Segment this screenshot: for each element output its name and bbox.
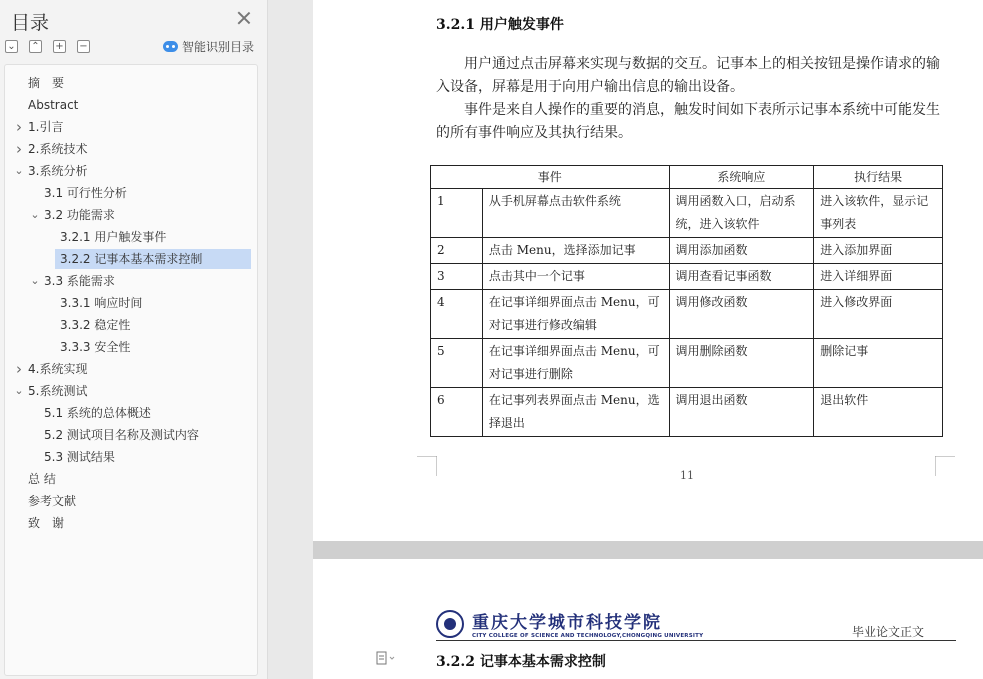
toc-item[interactable]: 3.1 可行性分析 [44, 186, 127, 200]
toc-item[interactable]: 3.3.3 安全性 [60, 340, 131, 354]
cell-response: 调用修改函数 [669, 290, 814, 339]
cell-response: 调用函数入口，启动系统，进入该软件 [669, 189, 814, 238]
page-gap [313, 541, 983, 559]
toc-item[interactable]: 总 结 [28, 472, 56, 486]
school-logo [436, 608, 703, 639]
toc-item[interactable]: 3.3.1 响应时间 [60, 296, 143, 310]
chevron-down-icon[interactable]: ⌄ [30, 274, 40, 287]
toc-item[interactable]: 3.系统分析 [28, 164, 88, 178]
toc-item[interactable]: 3.2.2 记事本基本需求控制 [55, 249, 251, 269]
smart-toc-button[interactable] [163, 38, 254, 55]
toc-item[interactable]: 3.2 功能需求 [44, 208, 115, 222]
remove-heading-icon[interactable]: − [77, 40, 90, 53]
toc-item[interactable]: 3.3 系能需求 [44, 274, 115, 288]
cell-result: 退出软件 [814, 388, 943, 437]
close-icon[interactable] [237, 11, 251, 25]
cell-number: 5 [431, 339, 483, 388]
cell-response: 调用查看记事函数 [669, 264, 814, 290]
toc-item[interactable]: 3.2.1 用户触发事件 [60, 230, 167, 244]
header-event: 事件 [431, 166, 670, 189]
toc-item[interactable]: 5.3 测试结果 [44, 450, 115, 464]
toc-item[interactable]: 4.系统实现 [28, 362, 88, 376]
table-row [431, 339, 943, 388]
chevron-right-icon[interactable]: › [16, 360, 22, 378]
page-corner-mark [417, 456, 437, 476]
header-result: 执行结果 [814, 166, 943, 189]
expand-up-icon[interactable]: ⌃ [29, 40, 42, 53]
cell-result: 进入该软件，显示记事列表 [814, 189, 943, 238]
toc-item[interactable]: 5.系统测试 [28, 384, 88, 398]
cell-response: 调用添加函数 [669, 238, 814, 264]
toc-item[interactable]: 致 谢 [28, 516, 65, 530]
cell-event: 点击 Menu，选择添加记事 [482, 238, 669, 264]
chevron-right-icon[interactable]: › [16, 140, 22, 158]
header-divider [436, 640, 956, 641]
page-header-text: 毕业论文正文 [852, 625, 925, 639]
cell-number: 6 [431, 388, 483, 437]
school-name-en: CITY COLLEGE OF SCIENCE AND TECHNOLOGY,CHONGQING UNIVERSITY [472, 633, 704, 639]
toc-item[interactable]: 参考文献 [28, 494, 77, 508]
toc-item[interactable]: 1.引言 [28, 120, 64, 134]
table-row [431, 388, 943, 437]
table-row [431, 189, 943, 238]
chevron-down-icon[interactable]: ⌄ [30, 208, 40, 221]
cell-number: 4 [431, 290, 483, 339]
cell-event: 在记事详细界面点击 Menu，可对记事进行删除 [482, 339, 669, 388]
table-row [431, 264, 943, 290]
header-response: 系统响应 [669, 166, 814, 189]
chevron-down-icon[interactable]: ⌄ [14, 164, 24, 177]
toc-navigation-pane [0, 0, 268, 679]
event-table [430, 165, 943, 437]
smart-toc-label: 智能识别目录 [182, 40, 255, 54]
table-header-row [431, 166, 943, 189]
cell-number: 2 [431, 238, 483, 264]
collapse-all-icon[interactable]: ⌄ [5, 40, 18, 53]
table-row [431, 238, 943, 264]
cell-event: 点击其中一个记事 [482, 264, 669, 290]
page-number: 11 [680, 469, 694, 482]
cell-number: 1 [431, 189, 483, 238]
chevron-down-icon[interactable]: ⌄ [14, 384, 24, 397]
cell-event: 在记事详细界面点击 Menu，可对记事进行修改编辑 [482, 290, 669, 339]
cell-result: 进入修改界面 [814, 290, 943, 339]
paragraph-1: 用户通过点击屏幕来实现与数据的交互。记事本上的相关按钮是操作请求的输入设备，屏幕是用于向用户输出信息的输出设备。 [436, 56, 940, 95]
document-menu-icon[interactable] [376, 651, 396, 665]
school-name-cn: 重庆大学城市科技学院 [472, 613, 662, 633]
cell-result: 进入详细界面 [814, 264, 943, 290]
toc-pane-title: 目录 [11, 12, 50, 34]
cell-event: 从手机屏幕点击软件系统 [482, 189, 669, 238]
cell-number: 3 [431, 264, 483, 290]
toc-list [4, 64, 258, 676]
toc-item[interactable]: 5.2 测试项目名称及测试内容 [44, 428, 199, 442]
toc-item[interactable]: 摘 要 [28, 76, 65, 90]
toc-item[interactable]: 3.3.2 稳定性 [60, 318, 131, 332]
next-section-heading: 3.2.2 记事本基本需求控制 [436, 654, 606, 670]
add-heading-icon[interactable]: + [53, 40, 66, 53]
cell-result: 进入添加界面 [814, 238, 943, 264]
smart-robot-icon [163, 41, 178, 52]
cell-event: 在记事列表界面点击 Menu，选择退出 [482, 388, 669, 437]
chevron-right-icon[interactable]: › [16, 118, 22, 136]
cell-result: 删除记事 [814, 339, 943, 388]
toc-item[interactable]: 2.系统技术 [28, 142, 88, 156]
page-corner-mark [935, 456, 955, 476]
toc-item[interactable]: Abstract [28, 98, 79, 112]
school-seal-icon [436, 610, 464, 638]
section-heading: 3.2.1 用户触发事件 [436, 17, 564, 33]
toc-item[interactable]: 5.1 系统的总体概述 [44, 406, 151, 420]
cell-response: 调用删除函数 [669, 339, 814, 388]
cell-response: 调用退出函数 [669, 388, 814, 437]
paragraph-2: 事件是来自人操作的重要的消息，触发时间如下表所示记事本系统中可能发生的所有事件响应及其执行结果。 [436, 102, 940, 141]
table-row [431, 290, 943, 339]
